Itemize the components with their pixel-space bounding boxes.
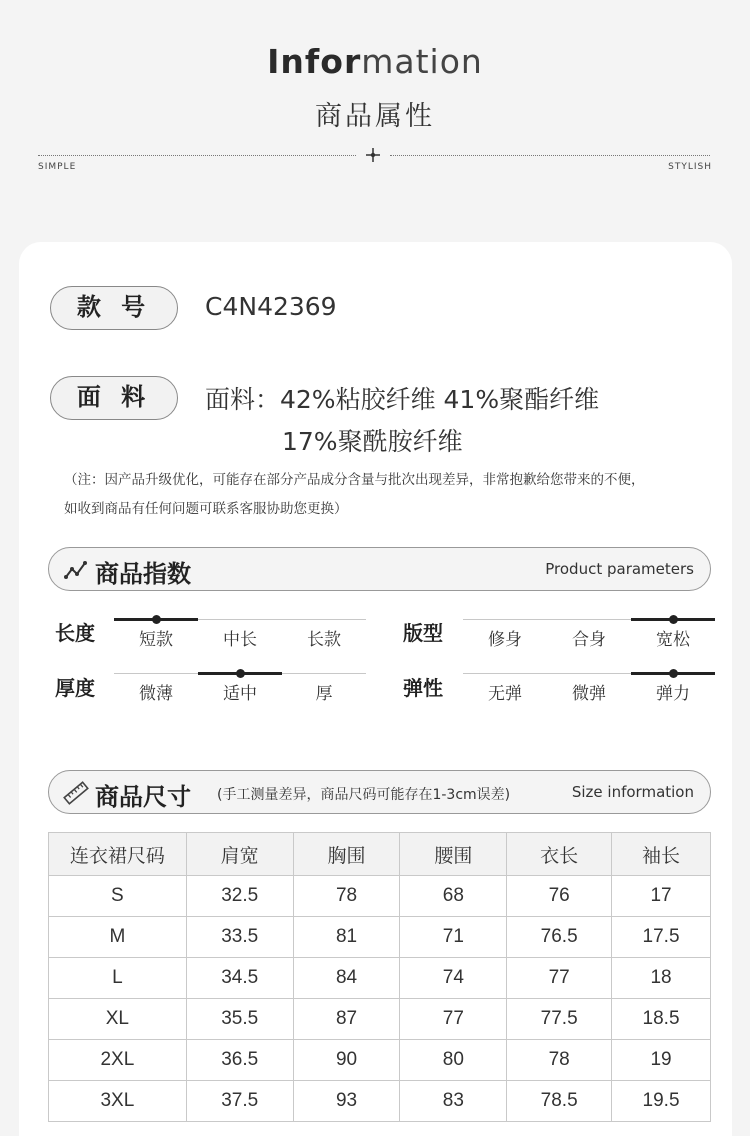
size-cell: 17 bbox=[612, 876, 711, 917]
param-option: 中长 bbox=[223, 630, 257, 650]
size-cell: 77.5 bbox=[507, 999, 612, 1040]
size-cell: 37.5 bbox=[186, 1081, 293, 1122]
param-scale-thickness bbox=[114, 673, 366, 713]
style-no-value: C4N42369 bbox=[205, 292, 337, 321]
fabric-line-1: 面料：42%粘胶纤维 41%聚酯纤维 bbox=[205, 385, 600, 414]
size-cell: 78.5 bbox=[507, 1081, 612, 1122]
info-title-bold: Infor bbox=[267, 42, 362, 81]
size-en-title: Size information bbox=[571, 783, 694, 801]
size-cell: 71 bbox=[400, 917, 507, 958]
table-row bbox=[49, 876, 711, 917]
params-section-header bbox=[48, 547, 711, 591]
table-row bbox=[49, 999, 711, 1040]
size-cell: 36.5 bbox=[186, 1040, 293, 1081]
param-scale-elasticity bbox=[463, 673, 715, 713]
size-cell: 87 bbox=[293, 999, 400, 1040]
param-scale-length bbox=[114, 619, 366, 659]
size-cell: S bbox=[49, 876, 187, 917]
size-cell: 76.5 bbox=[507, 917, 612, 958]
size-cell: 83 bbox=[400, 1081, 507, 1122]
size-cell: 18 bbox=[612, 958, 711, 999]
size-section-header bbox=[48, 770, 711, 814]
size-cell: L bbox=[49, 958, 187, 999]
size-cell: 90 bbox=[293, 1040, 400, 1081]
style-no-label: 款 号 bbox=[50, 286, 178, 330]
size-col-header: 肩宽 bbox=[186, 833, 293, 876]
divider-right bbox=[390, 155, 710, 156]
size-cell: 32.5 bbox=[186, 876, 293, 917]
size-table-header-row bbox=[49, 833, 711, 876]
param-option: 弹力 bbox=[656, 684, 690, 704]
table-row bbox=[49, 1081, 711, 1122]
size-cell: 19.5 bbox=[612, 1081, 711, 1122]
size-col-header: 衣长 bbox=[507, 833, 612, 876]
size-cell: 78 bbox=[293, 876, 400, 917]
note-line-1: （注：因产品升级优化，可能存在部分产品成分含量与批次出现差异，非常抱歉给您带来的不便， bbox=[64, 472, 645, 488]
size-cell: 78 bbox=[507, 1040, 612, 1081]
table-row bbox=[49, 917, 711, 958]
info-subtitle: 商品属性 bbox=[315, 101, 435, 132]
size-cell: 17.5 bbox=[612, 917, 711, 958]
size-title: 商品尺寸 bbox=[95, 783, 191, 811]
param-option: 长款 bbox=[307, 630, 341, 650]
size-cell: 2XL bbox=[49, 1040, 187, 1081]
size-col-header: 腰围 bbox=[400, 833, 507, 876]
params-title: 商品指数 bbox=[95, 560, 191, 588]
size-cell: 35.5 bbox=[186, 999, 293, 1040]
size-cell: 77 bbox=[507, 958, 612, 999]
size-cell: M bbox=[49, 917, 187, 958]
info-title bbox=[0, 42, 750, 81]
param-label-thickness: 厚度 bbox=[55, 676, 95, 700]
param-scale-fit bbox=[463, 619, 715, 659]
params-en-title: Product parameters bbox=[545, 560, 694, 578]
stylish-caption: STYLISH bbox=[668, 162, 712, 172]
size-cell: 68 bbox=[400, 876, 507, 917]
param-option: 短款 bbox=[139, 630, 173, 650]
fabric-line-2: 17%聚酰胺纤维 bbox=[282, 427, 463, 456]
size-cell: 3XL bbox=[49, 1081, 187, 1122]
size-cell: XL bbox=[49, 999, 187, 1040]
size-cell: 33.5 bbox=[186, 917, 293, 958]
size-cell: 80 bbox=[400, 1040, 507, 1081]
size-table bbox=[48, 832, 711, 1122]
param-label-length: 长度 bbox=[55, 621, 95, 645]
size-col-header: 胸围 bbox=[293, 833, 400, 876]
size-cell: 84 bbox=[293, 958, 400, 999]
size-cell: 34.5 bbox=[186, 958, 293, 999]
size-note: (手工测量差异，商品尺码可能存在1-3cm误差) bbox=[217, 787, 511, 803]
size-cell: 19 bbox=[612, 1040, 711, 1081]
size-cell: 18.5 bbox=[612, 999, 711, 1040]
table-row bbox=[49, 958, 711, 999]
size-cell: 81 bbox=[293, 917, 400, 958]
fabric-label: 面 料 bbox=[50, 376, 178, 420]
param-option: 无弹 bbox=[488, 684, 522, 704]
param-option: 合身 bbox=[572, 630, 606, 650]
param-option: 厚 bbox=[315, 684, 333, 704]
info-title-light: mation bbox=[361, 42, 483, 81]
divider-left bbox=[38, 155, 356, 156]
size-col-header: 袖长 bbox=[612, 833, 711, 876]
size-cell: 93 bbox=[293, 1081, 400, 1122]
simple-caption: SIMPLE bbox=[38, 162, 77, 172]
size-cell: 77 bbox=[400, 999, 507, 1040]
param-option: 宽松 bbox=[656, 630, 690, 650]
table-row bbox=[49, 1040, 711, 1081]
param-option: 适中 bbox=[223, 684, 257, 704]
cross-ornament-icon bbox=[364, 146, 382, 164]
size-cell: 76 bbox=[507, 876, 612, 917]
note-line-2: 如收到商品有任何问题可联系客服协助您更换） bbox=[64, 501, 348, 517]
param-label-fit: 版型 bbox=[403, 621, 443, 645]
param-option: 修身 bbox=[488, 630, 522, 650]
size-cell: 74 bbox=[400, 958, 507, 999]
line-chart-icon bbox=[63, 557, 89, 583]
param-label-elasticity: 弹性 bbox=[403, 676, 443, 700]
size-col-header: 连衣裙尺码 bbox=[49, 833, 187, 876]
param-option: 微弹 bbox=[572, 684, 606, 704]
ruler-icon bbox=[63, 780, 89, 806]
param-option: 微薄 bbox=[139, 684, 173, 704]
